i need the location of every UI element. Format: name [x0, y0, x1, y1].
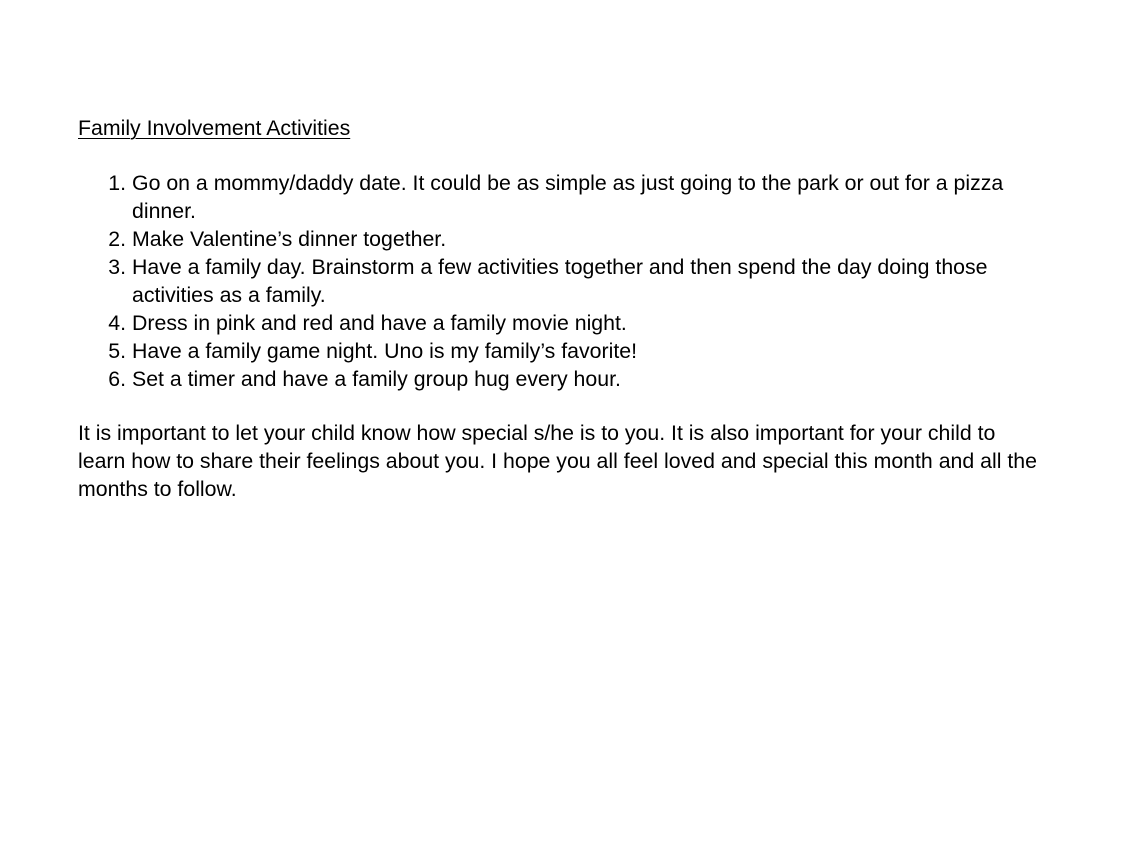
list-item-number: 4. [108, 311, 126, 335]
list-item-number: 2. [108, 227, 126, 251]
list-item-number: 5. [108, 339, 126, 363]
list-item-number: 6. [108, 367, 126, 391]
list-item [78, 309, 1058, 337]
activity-list [78, 169, 1058, 393]
list-item-text: Make Valentine’s dinner together. [132, 227, 447, 251]
list-item [78, 169, 1058, 225]
document-content [78, 114, 1058, 503]
list-item [78, 225, 1058, 253]
list-item [78, 365, 1058, 393]
list-item-number: 1. [108, 171, 126, 195]
list-item-text: Have a family game night. Uno is my family’s favorite! [132, 339, 638, 363]
list-item-text: Go on a mommy/daddy date. It could be as simple as just going to the park or out for a pizza dinner. [132, 171, 1004, 223]
list-item-number: 3. [108, 255, 126, 279]
list-item-text: Set a timer and have a family group hug every hour. [132, 367, 621, 391]
list-item-text: Dress in pink and red and have a family movie night. [132, 311, 627, 335]
closing-paragraph: It is important to let your child know how special s/he is to you. It is also important for your child to learn how to share their feelings about you. I hope you all feel loved and special this month and all the months to follow. [78, 421, 1037, 501]
list-item-text: Have a family day. Brainstorm a few activities together and then spend the day doing those activities as a family. [132, 255, 988, 307]
list-item [78, 253, 1058, 309]
list-item [78, 337, 1058, 365]
page-title: Family Involvement Activities [78, 116, 351, 140]
